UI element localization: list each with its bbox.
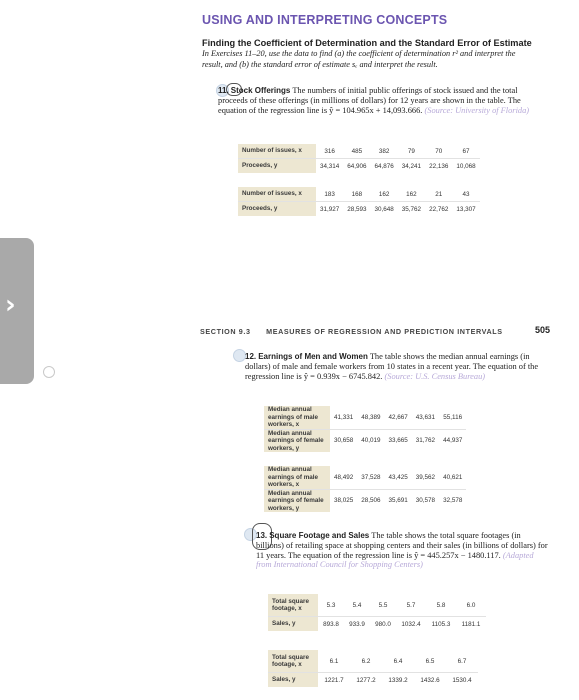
- earnings-table-2: [264, 466, 466, 512]
- table-row: [238, 187, 480, 202]
- table-cell: 31,762: [412, 429, 439, 452]
- table-cell: 31,927: [316, 202, 343, 217]
- table-cell: 1339.2: [382, 673, 414, 688]
- exercise-12: [245, 352, 550, 381]
- table-row: [264, 489, 466, 512]
- table-cell: 21: [435, 190, 443, 198]
- table-cell: 28,506: [357, 489, 384, 512]
- table-cell: 38,025: [330, 489, 357, 512]
- table-cell: 48,389: [361, 413, 381, 421]
- exercise-number: 13.: [256, 531, 268, 540]
- table-cell: 1277.2: [350, 673, 382, 688]
- table-row: [268, 594, 486, 617]
- table-cell: 40,019: [357, 429, 384, 452]
- table-cell: 6.2: [361, 657, 371, 665]
- table-row: [238, 144, 480, 159]
- exercise-source: (Source: University of Florida): [424, 105, 530, 115]
- table-cell: 35,762: [398, 202, 425, 217]
- row-label: Number of issues, x: [238, 144, 316, 159]
- row-label: Proceeds, y: [238, 202, 316, 217]
- table-cell: 1530.4: [446, 673, 478, 688]
- table-cell: 5.8: [436, 601, 446, 609]
- table-cell: 168: [351, 190, 363, 198]
- stock-offerings-table-1: [238, 144, 480, 173]
- table-row: [268, 617, 486, 632]
- table-row: [264, 466, 466, 489]
- table-cell: 980.0: [370, 617, 396, 632]
- exercise-text: The numbers of initial public offerings of stock issued and the total proceeds of these offerings (in millions of dollars) for 12 years are shown in the table. The equation of the regression line is ŷ = 104.965x + 14,093.666.: [218, 86, 521, 115]
- table-cell: 1221.7: [318, 673, 350, 688]
- row-label: Total square footage, x: [268, 594, 318, 617]
- table-cell: 6.0: [466, 601, 476, 609]
- table-cell: 42,667: [388, 413, 408, 421]
- exercise-title: Square Footage and Sales: [269, 531, 370, 540]
- table-cell: 22,762: [425, 202, 452, 217]
- table-cell: 316: [324, 147, 335, 155]
- table-cell: 39,562: [415, 473, 436, 481]
- row-label: Total square footage, x: [268, 650, 318, 673]
- table-cell: 43,631: [415, 413, 436, 421]
- table-cell: 79: [407, 147, 415, 155]
- instructions-title: Finding the Coefficient of Determination and the Standard Error of Estimate: [202, 38, 532, 48]
- table-cell: 28,593: [343, 202, 370, 217]
- table-cell: 6.5: [425, 657, 435, 665]
- table-cell: 43,425: [388, 473, 408, 481]
- table-cell: 485: [351, 147, 363, 155]
- exercise-11: [218, 86, 548, 115]
- table-cell: 933.9: [344, 617, 370, 632]
- table-cell: 6.1: [329, 657, 339, 665]
- table-cell: 64,876: [371, 159, 398, 174]
- exercise-text: The table shows the total square footages (in billions) of retailing space at shopping centers and their sales (in billions of dollars) for 11 years. The equation of the regression line is ŷ = 445.257x − 1480.117.: [256, 531, 548, 560]
- table-row: [238, 202, 480, 217]
- table-cell: 35,691: [385, 489, 412, 512]
- circle-icon: [43, 366, 55, 378]
- table-cell: 43: [462, 190, 470, 198]
- table-cell: 48,492: [334, 473, 354, 481]
- earnings-table-1: [264, 406, 466, 452]
- table-cell: 67: [462, 147, 470, 155]
- table-cell: 22,136: [425, 159, 452, 174]
- table-cell: 1032.4: [396, 617, 426, 632]
- row-label: Median annual earnings of female workers, y: [264, 429, 330, 452]
- row-label: Median annual earnings of male workers, x: [264, 406, 330, 429]
- table-cell: 5.3: [326, 601, 336, 609]
- table-cell: 10,068: [452, 159, 479, 174]
- table-cell: 55,116: [443, 413, 463, 421]
- section-label: SECTION 9.3: [200, 327, 251, 336]
- section-heading: USING AND INTERPRETING CONCEPTS: [202, 13, 448, 27]
- table-cell: 183: [324, 190, 335, 198]
- table-cell: 6.4: [393, 657, 403, 665]
- page-number: 505: [534, 325, 550, 335]
- row-label: Median annual earnings of male workers, x: [264, 466, 330, 489]
- exercise-number: 12.: [245, 352, 257, 361]
- exercise-title: Earnings of Men and Women: [258, 352, 368, 361]
- table-row: [264, 429, 466, 452]
- running-header: [200, 327, 550, 336]
- row-label: Sales, y: [268, 673, 318, 688]
- table-cell: 5.4: [352, 601, 362, 609]
- previous-page-tab[interactable]: [0, 238, 34, 384]
- table-cell: 1432.6: [414, 673, 446, 688]
- table-cell: 162: [378, 190, 390, 198]
- square-footage-table-2: [268, 650, 478, 687]
- instructions-text: In Exercises 11–20, use the data to find (a) the coefficient of determination r² and interpret the result, and (b) the standard error of estimate sₑ and interpret the result.: [202, 49, 516, 69]
- table-cell: 382: [378, 147, 390, 155]
- table-cell: 5.7: [406, 601, 416, 609]
- table-row: [264, 406, 466, 429]
- table-cell: 5.5: [378, 601, 388, 609]
- table-cell: 33,665: [385, 429, 412, 452]
- table-row: [268, 673, 478, 688]
- table-cell: 70: [435, 147, 443, 155]
- exercise-13: [256, 531, 550, 570]
- row-label: Proceeds, y: [238, 159, 316, 174]
- table-cell: 32,578: [439, 489, 466, 512]
- table-cell: 34,241: [398, 159, 425, 174]
- stock-offerings-table-2: [238, 187, 480, 216]
- table-cell: 30,648: [371, 202, 398, 217]
- table-cell: 64,906: [343, 159, 370, 174]
- table-cell: 162: [406, 190, 417, 198]
- chevron-right-icon: ›: [5, 290, 16, 320]
- table-cell: 41,331: [334, 413, 354, 421]
- exercise-title: Stock Offerings: [230, 86, 291, 95]
- table-cell: 6.7: [457, 657, 467, 665]
- table-cell: 1105.3: [426, 617, 456, 632]
- table-cell: 1181.1: [456, 617, 486, 632]
- table-row: [238, 159, 480, 174]
- row-label: Median annual earnings of female workers, y: [264, 489, 330, 512]
- exercise-instructions: [202, 38, 532, 70]
- row-label: Number of issues, x: [238, 187, 316, 202]
- table-cell: 30,578: [412, 489, 439, 512]
- section-title: MEASURES OF REGRESSION AND PREDICTION INTERVALS: [266, 327, 503, 336]
- table-cell: 13,307: [452, 202, 479, 217]
- square-footage-table-1: [268, 594, 486, 631]
- table-cell: 34,314: [316, 159, 343, 174]
- table-cell: 893.8: [318, 617, 344, 632]
- table-cell: 44,937: [439, 429, 466, 452]
- table-cell: 37,528: [361, 473, 381, 481]
- exercise-source: (Adapted from International Council for Shopping Centers): [256, 550, 534, 570]
- table-cell: 30,658: [330, 429, 357, 452]
- exercise-text: The table shows the median annual earnings (in dollars) of male and female workers from 10 states in a recent year. The equation of the regression line is ŷ = 0.939x − 6745.842.: [245, 352, 539, 381]
- table-cell: 40,621: [443, 473, 463, 481]
- exercise-source: (Source: U.S. Census Bureau): [384, 371, 486, 381]
- table-row: [268, 650, 478, 673]
- row-label: Sales, y: [268, 617, 318, 632]
- exercise-number: 11.: [218, 86, 229, 95]
